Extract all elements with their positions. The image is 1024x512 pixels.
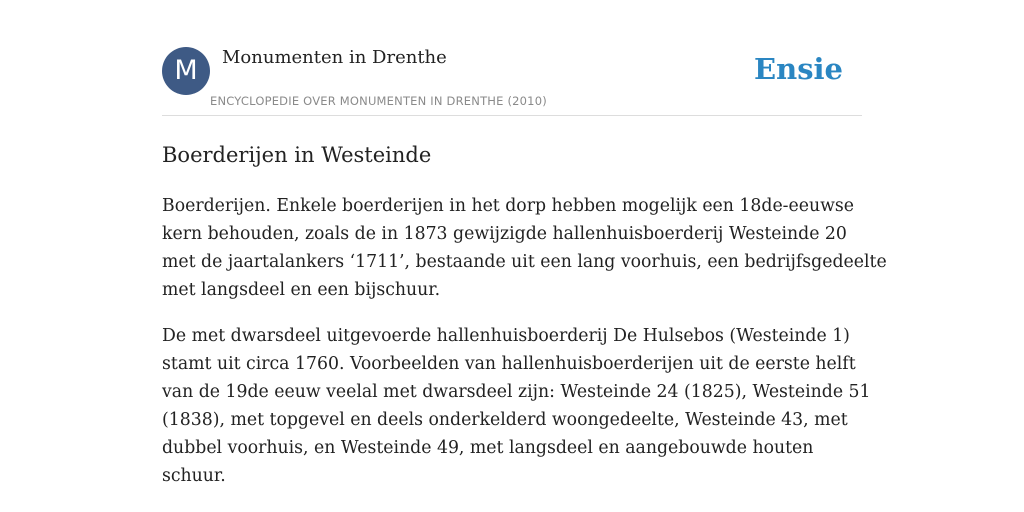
paragraph-line: met langsdeel en een bijschuur. xyxy=(162,280,441,300)
paragraph-line: kern behouden, zoals de in 1873 gewijzigde hallenhuisboerderij Westeinde 20 xyxy=(162,224,847,244)
source-subtitle: ENCYCLOPEDIE OVER MONUMENTEN IN DRENTHE (2010) xyxy=(210,94,547,108)
paragraph-line: dubbel voorhuis, en Westeinde 49, met langsdeel en aangebouwde houten xyxy=(162,438,814,458)
paragraph-line: (1838), met topgevel en deels onderkelderd woongedeelte, Westeinde 43, met xyxy=(162,410,848,430)
entry-body xyxy=(162,192,887,508)
encyclopedia-page xyxy=(162,0,887,512)
source-header xyxy=(162,0,862,116)
entry-title: Boerderijen in Westeinde xyxy=(162,143,432,167)
paragraph-line: Boerderijen. Enkele boerderijen in het dorp hebben mogelijk een 18de-eeuwse xyxy=(162,196,854,216)
source-avatar[interactable]: M xyxy=(162,47,210,95)
paragraph-line: van de 19de eeuw veelal met dwarsdeel zijn: Westeinde 24 (1825), Westeinde 51 xyxy=(162,382,871,402)
ensie-logo[interactable]: Ensie xyxy=(754,52,843,86)
source-title-link[interactable]: Monumenten in Drenthe xyxy=(222,47,447,68)
paragraph-line: met de jaartalankers ‘1711’, bestaande uit een lang voorhuis, een bedrijfsgedeelte xyxy=(162,252,887,272)
paragraph-line: schuur. xyxy=(162,466,226,486)
paragraph-line: De met dwarsdeel uitgevoerde hallenhuisboerderij De Hulsebos (Westeinde 1) xyxy=(162,326,850,346)
paragraph xyxy=(162,322,871,490)
paragraph xyxy=(162,192,887,304)
paragraph-line: stamt uit circa 1760. Voorbeelden van hallenhuisboerderijen uit de eerste helft xyxy=(162,354,856,374)
